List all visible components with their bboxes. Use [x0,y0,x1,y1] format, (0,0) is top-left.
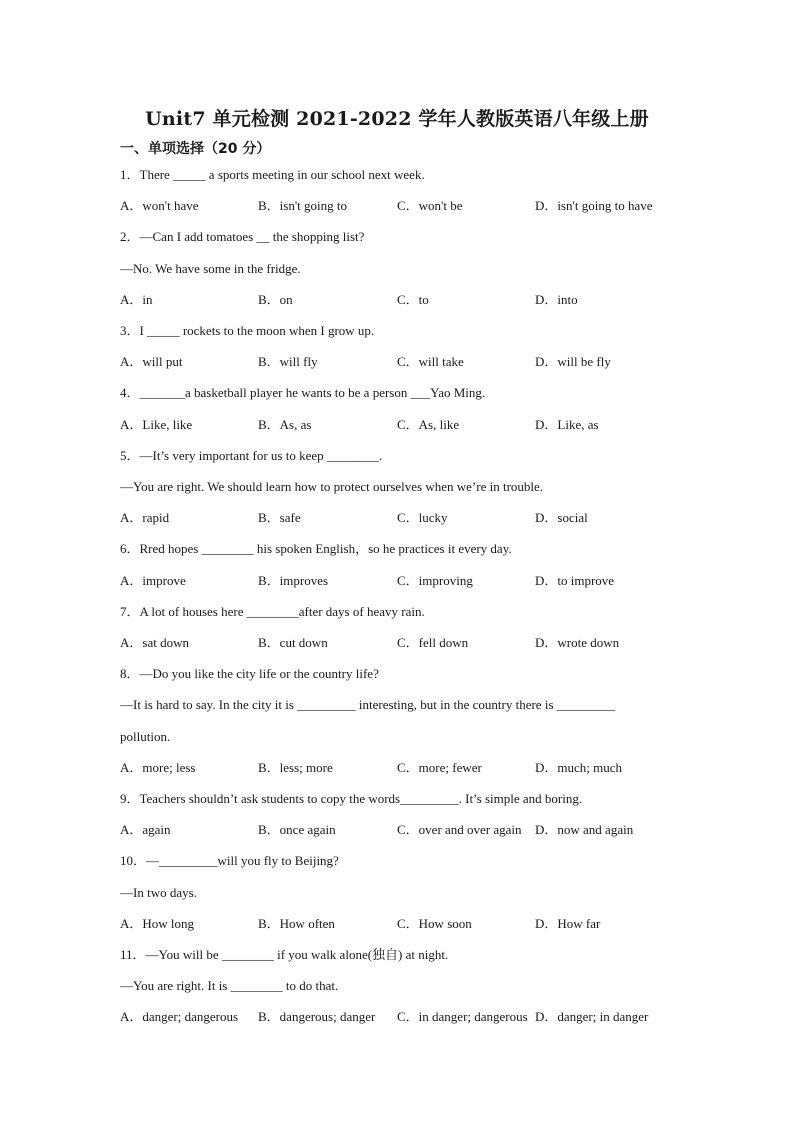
question-3-option-d: D．will be fly [535,354,611,369]
question-1-stem-line: 1．There _____ a sports meeting in our school next week. [120,167,425,182]
question-4-stem-line: 4．_______a basketball player he wants to be a person ___Yao Ming. [120,385,486,400]
question-3-option-a: A．will put [120,354,183,369]
question-6-option-a: A．improve [120,573,186,588]
question-9-option-a: A．again [120,822,171,837]
question-7-option-d: D．wrote down [535,635,620,650]
question-9-option-b: B．once again [258,822,336,837]
question-10-option-a: A．How long [120,916,195,931]
question-11-stem-line: 11．—You will be ________ if you walk alone(独自) at night. [120,947,449,962]
question-9-option-d: D．now and again [535,822,634,837]
question-11-stem-line: —You are right. It is ________ to do that. [120,978,339,993]
question-1-option-a: A．won't have [120,198,199,213]
question-1-option-d: D．isn't going to have [535,198,653,213]
question-7-option-a: A．sat down [120,635,189,650]
question-2-option-d: D．into [535,292,578,307]
question-4-option-c: C．As, like [397,417,460,432]
question-8-option-d: D．much; much [535,760,623,775]
question-6-option-d: D．to improve [535,573,615,588]
question-8-stem-line: pollution. [120,729,171,744]
question-3-option-c: C．will take [397,354,464,369]
question-11-option-c: C．in danger; dangerous [397,1009,528,1024]
question-1-option-c: C．won't be [397,198,463,213]
question-4-option-a: A．Like, like [120,417,193,432]
question-6-option-b: B．improves [258,573,329,588]
question-11-option-d: D．danger; in danger [535,1009,649,1024]
question-9-stem-line: 9．Teachers shouldn’t ask students to copy the words_________. It’s simple and boring. [120,791,583,806]
question-7-option-c: C．fell down [397,635,469,650]
question-6-option-c: C．improving [397,573,473,588]
question-5-option-a: A．rapid [120,510,170,525]
question-4-option-b: B．As, as [258,417,312,432]
question-9-option-c: C．over and over again [397,822,522,837]
question-7-option-b: B．cut down [258,635,328,650]
section-heading: 一、单项选择（20 分） [120,141,271,157]
page-title: Unit7 单元检测 2021-2022 学年人教版英语八年级上册 [145,108,649,130]
question-3-option-b: B．will fly [258,354,318,369]
question-1-option-b: B．isn't going to [258,198,348,213]
question-10-option-c: C．How soon [397,916,472,931]
question-11-option-b: B．dangerous; danger [258,1009,376,1024]
question-2-option-a: A．in [120,292,153,307]
question-5-stem-line: —You are right. We should learn how to protect ourselves when we’re in trouble. [120,479,544,494]
question-2-stem-line: 2．—Can I add tomatoes __ the shopping list? [120,229,365,244]
question-10-option-b: B．How often [258,916,335,931]
question-2-option-c: C．to [397,292,429,307]
question-8-stem-line: —It is hard to say. In the city it is _________ interesting, but in the country there is _________ [120,697,616,712]
question-10-option-d: D．How far [535,916,601,931]
question-10-stem-line: —In two days. [120,885,197,900]
question-2-option-b: B．on [258,292,293,307]
question-7-stem-line: 7．A lot of houses here ________after days of heavy rain. [120,604,425,619]
question-2-stem-line: —No. We have some in the fridge. [120,261,301,276]
question-8-option-c: C．more; fewer [397,760,482,775]
question-8-stem-line: 8．—Do you like the city life or the country life? [120,666,379,681]
question-5-stem-line: 5．—It’s very important for us to keep ________. [120,448,383,463]
question-5-option-c: C．lucky [397,510,448,525]
question-8-option-b: B．less; more [258,760,333,775]
question-6-stem-line: 6．Rred hopes ________ his spoken English，so he practices it every day. [120,541,512,556]
question-8-option-a: A．more; less [120,760,196,775]
question-4-option-d: D．Like, as [535,417,599,432]
question-5-option-b: B．safe [258,510,301,525]
question-10-stem-line: 10．—_________will you fly to Beijing? [120,853,339,868]
question-5-option-d: D．social [535,510,588,525]
question-11-option-a: A．danger; dangerous [120,1009,239,1024]
question-3-stem-line: 3．I _____ rockets to the moon when I grow up. [120,323,375,338]
